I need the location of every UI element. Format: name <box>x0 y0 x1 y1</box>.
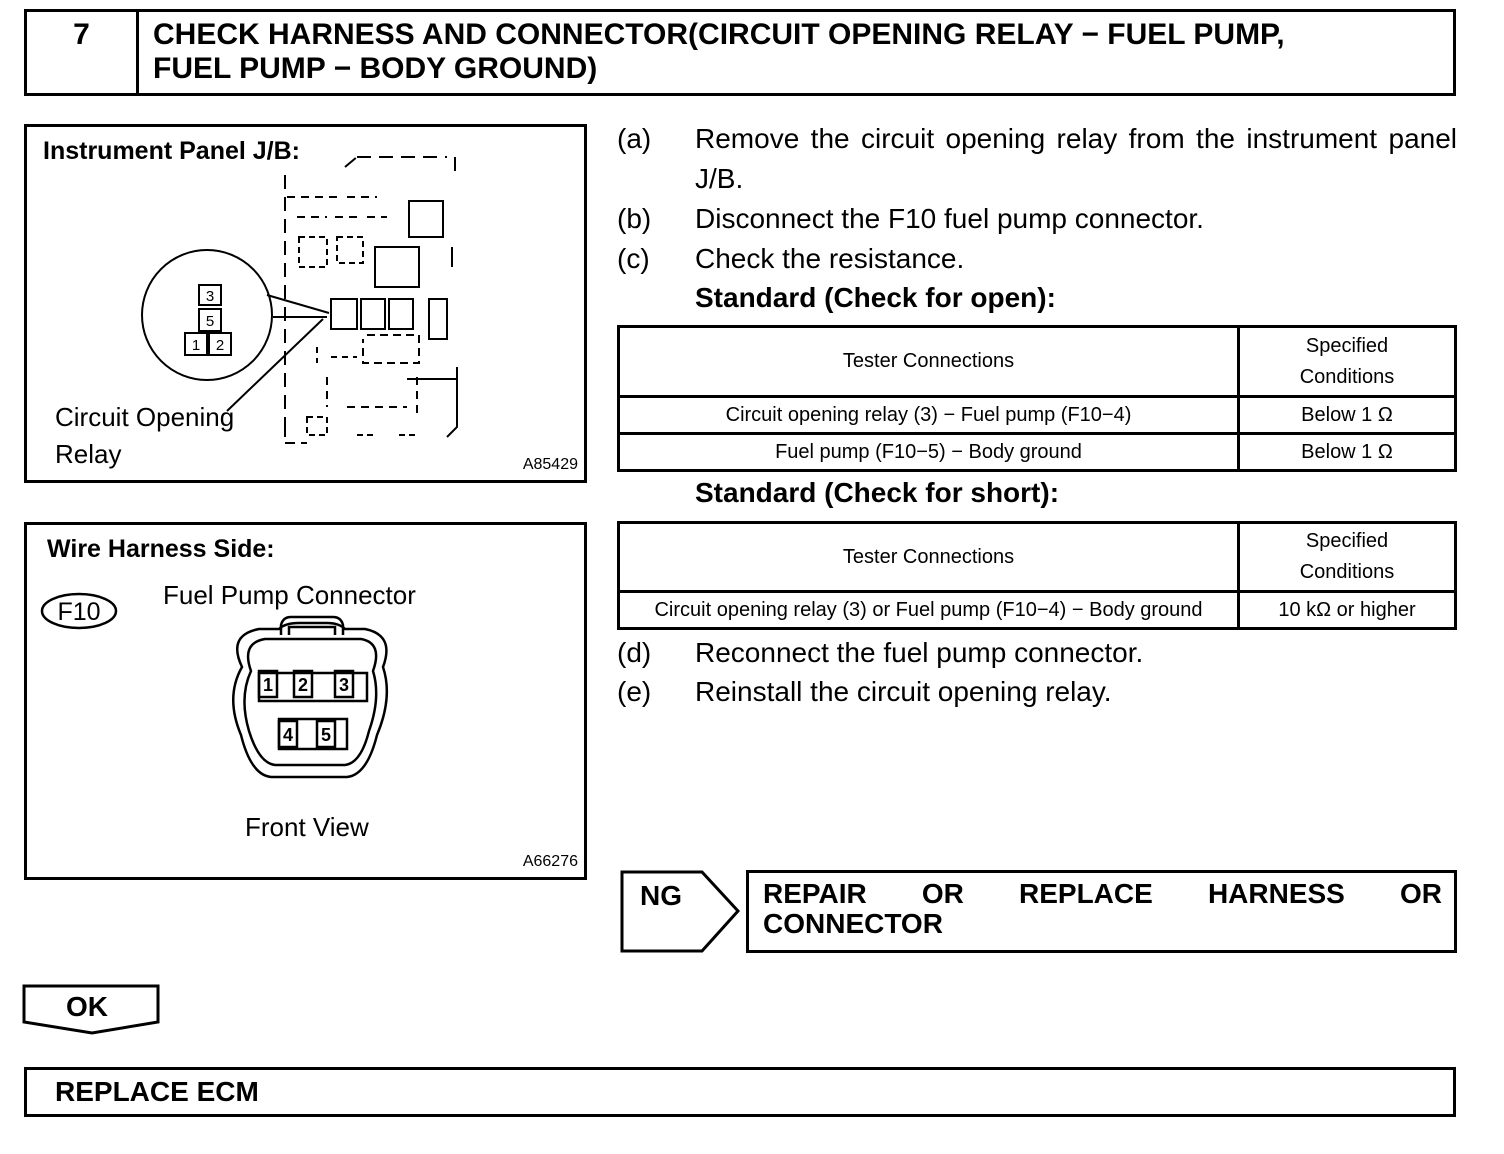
pin-1: 1 <box>262 675 274 695</box>
relay-terminal-2: 2 <box>215 337 225 354</box>
pin-5: 5 <box>320 725 332 745</box>
step-header <box>24 9 1456 96</box>
step-marker: (c) <box>617 243 650 274</box>
figure-code: A85429 <box>522 456 578 473</box>
step-text: Disconnect the F10 fuel pump connector. <box>695 203 1204 234</box>
table-header-row <box>619 523 1456 592</box>
connection-cell: Circuit opening relay (3) or Fuel pump (F10−4) − Body ground <box>619 592 1239 629</box>
connection-cell: Circuit opening relay (3) − Fuel pump (F10−4) <box>619 397 1239 434</box>
col-header-line2: Conditions <box>1299 561 1395 583</box>
figure-title: Instrument Panel J/B: <box>43 137 300 165</box>
connector-id: F10 <box>57 598 101 626</box>
condition-cell: Below 1 Ω <box>1239 397 1456 434</box>
step-c <box>617 239 1459 279</box>
ok-label: OK <box>66 991 108 1022</box>
short-check-table <box>617 521 1457 630</box>
open-check-table <box>617 325 1457 472</box>
step-number: 7 <box>27 12 139 93</box>
standard-open-heading: Standard (Check for open): <box>695 282 1056 313</box>
standard-short-heading: Standard (Check for short): <box>695 477 1060 508</box>
condition-cell: Below 1 Ω <box>1239 434 1456 471</box>
step-title-line1: CHECK HARNESS AND CONNECTOR(CIRCUIT OPENING RELAY − FUEL PUMP, <box>153 18 1285 51</box>
ng-word: REPLACE <box>1019 878 1153 909</box>
ng-action-text <box>763 879 1442 939</box>
ng-label: NG <box>640 880 682 911</box>
relay-label-line2: Relay <box>55 439 122 469</box>
ng-word: REPAIR <box>763 878 867 909</box>
ng-action-box <box>746 870 1457 953</box>
junction-block-figure <box>24 124 587 483</box>
final-action-box <box>24 1067 1456 1117</box>
relay-terminal-5: 5 <box>205 313 215 330</box>
ng-action-line2: CONNECTOR <box>763 908 943 939</box>
col-specified-conditions <box>1239 327 1456 397</box>
step-marker: (b) <box>617 203 652 234</box>
col-header-line1: Specified <box>1305 530 1389 552</box>
table-row <box>619 434 1456 471</box>
step-e <box>617 672 1459 712</box>
col-tester-connections: Tester Connections <box>619 327 1239 397</box>
step-text: Reconnect the fuel pump connector. <box>695 637 1144 668</box>
ng-word: OR <box>921 878 964 909</box>
connector-figure <box>24 522 587 880</box>
step-d <box>617 633 1459 673</box>
relay-label <box>55 399 234 473</box>
col-specified-conditions <box>1239 523 1456 592</box>
table-row <box>619 592 1456 629</box>
step-text: Remove the circuit opening relay from the instrument panel J/B. <box>695 123 1457 194</box>
step-text: Reinstall the circuit opening relay. <box>695 676 1112 707</box>
ng-word: HARNESS <box>1207 878 1345 909</box>
final-action-text: REPLACE ECM <box>55 1076 259 1107</box>
step-a <box>617 119 1459 199</box>
table-row <box>619 397 1456 434</box>
step-marker: (a) <box>617 123 652 154</box>
relay-terminal-1: 1 <box>191 337 201 354</box>
table-header-row <box>619 327 1456 397</box>
ng-word: OR <box>1400 878 1442 909</box>
step-b <box>617 199 1459 239</box>
pin-2: 2 <box>297 675 309 695</box>
relay-label-line1: Circuit Opening <box>55 402 235 432</box>
pin-3: 3 <box>338 675 350 695</box>
col-header-line1: Specified <box>1305 334 1389 357</box>
col-header-line2: Conditions <box>1299 365 1395 388</box>
pin-4: 4 <box>282 725 294 745</box>
step-title <box>153 18 1443 86</box>
step-marker: (e) <box>617 676 652 707</box>
condition-cell: 10 kΩ or higher <box>1239 592 1456 629</box>
connector-name: Fuel Pump Connector <box>163 580 416 610</box>
figure-code: A66276 <box>522 853 578 870</box>
step-title-line2: FUEL PUMP − BODY GROUND) <box>153 52 598 85</box>
connection-cell: Fuel pump (F10−5) − Body ground <box>619 434 1239 471</box>
view-label: Front View <box>245 812 369 842</box>
step-marker: (d) <box>617 637 652 668</box>
step-text: Check the resistance. <box>695 243 965 274</box>
col-tester-connections: Tester Connections <box>619 523 1239 592</box>
relay-terminal-3: 3 <box>205 288 215 305</box>
figure-title: Wire Harness Side: <box>47 535 275 563</box>
